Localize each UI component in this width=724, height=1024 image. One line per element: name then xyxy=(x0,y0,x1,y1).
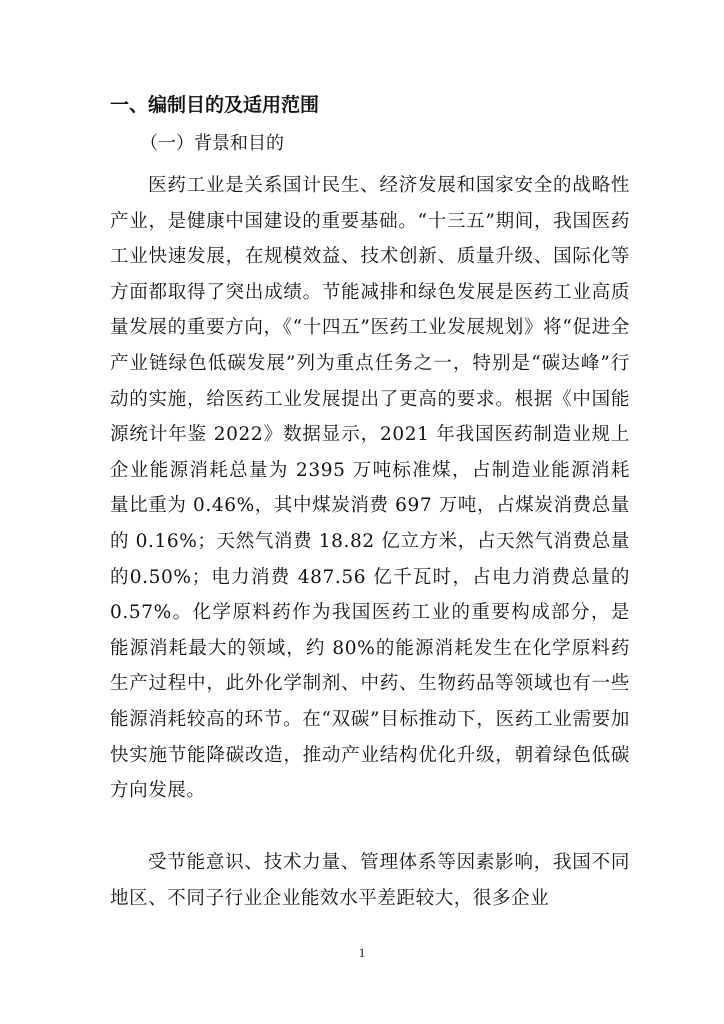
page-number: 1 xyxy=(358,945,366,960)
section-heading: 一、编制目的及适用范围 xyxy=(110,94,320,116)
body-paragraph-2: 受节能意识、技术力量、管理体系等因素影响，我国不同地区、不同子行业企业能效水平差距较大，很多企业 xyxy=(110,852,630,909)
subsection-heading: （一）背景和目的 xyxy=(140,133,284,154)
body-paragraph-1: 医药工业是关系国计民生、经济发展和国家安全的战略性产业，是健康中国建设的重要基础。“十三五”期间，我国医药工业快速发展，在规模效益、技术创新、质量升级、国际化等方面都取得了突出成绩。节能减排和绿色发展是医药工业高质量发展的重要方向，《“十四五”医药工业发展规划》将“促进全产业链绿色低碳发展”列为重点任务之一，特别是“碳达峰”行动的实施，给医药工业发展提出了更高的要求。根据《中国能源统计年鉴 2022》数据显示，2021 年我国医药制造业规上企业能源消耗总量为 2395 万吨标准煤，占制造业能源消耗量比重为 0.46%，其中煤炭消费 697 万吨，占煤炭消费总量的 0.16%；天然气消费 18.82 亿立方米，占天然气消费总量的0.50%；电力消费 487.56 亿千瓦时，占电力消费总量的 0.57%。化学原料药作为我国医药工业的重要构成部分，是能源消耗最大的领域，约 80%的能源消耗发生在化学原料药生产过程中，此外化学制剂、中药、生物药品等领域也有一些能源消耗较高的环节。在“双碳”目标推动下，医药工业需要加快实施节能降碳改造，推动产业结构优化升级，朝着绿色低碳方向发展。 xyxy=(110,175,630,802)
